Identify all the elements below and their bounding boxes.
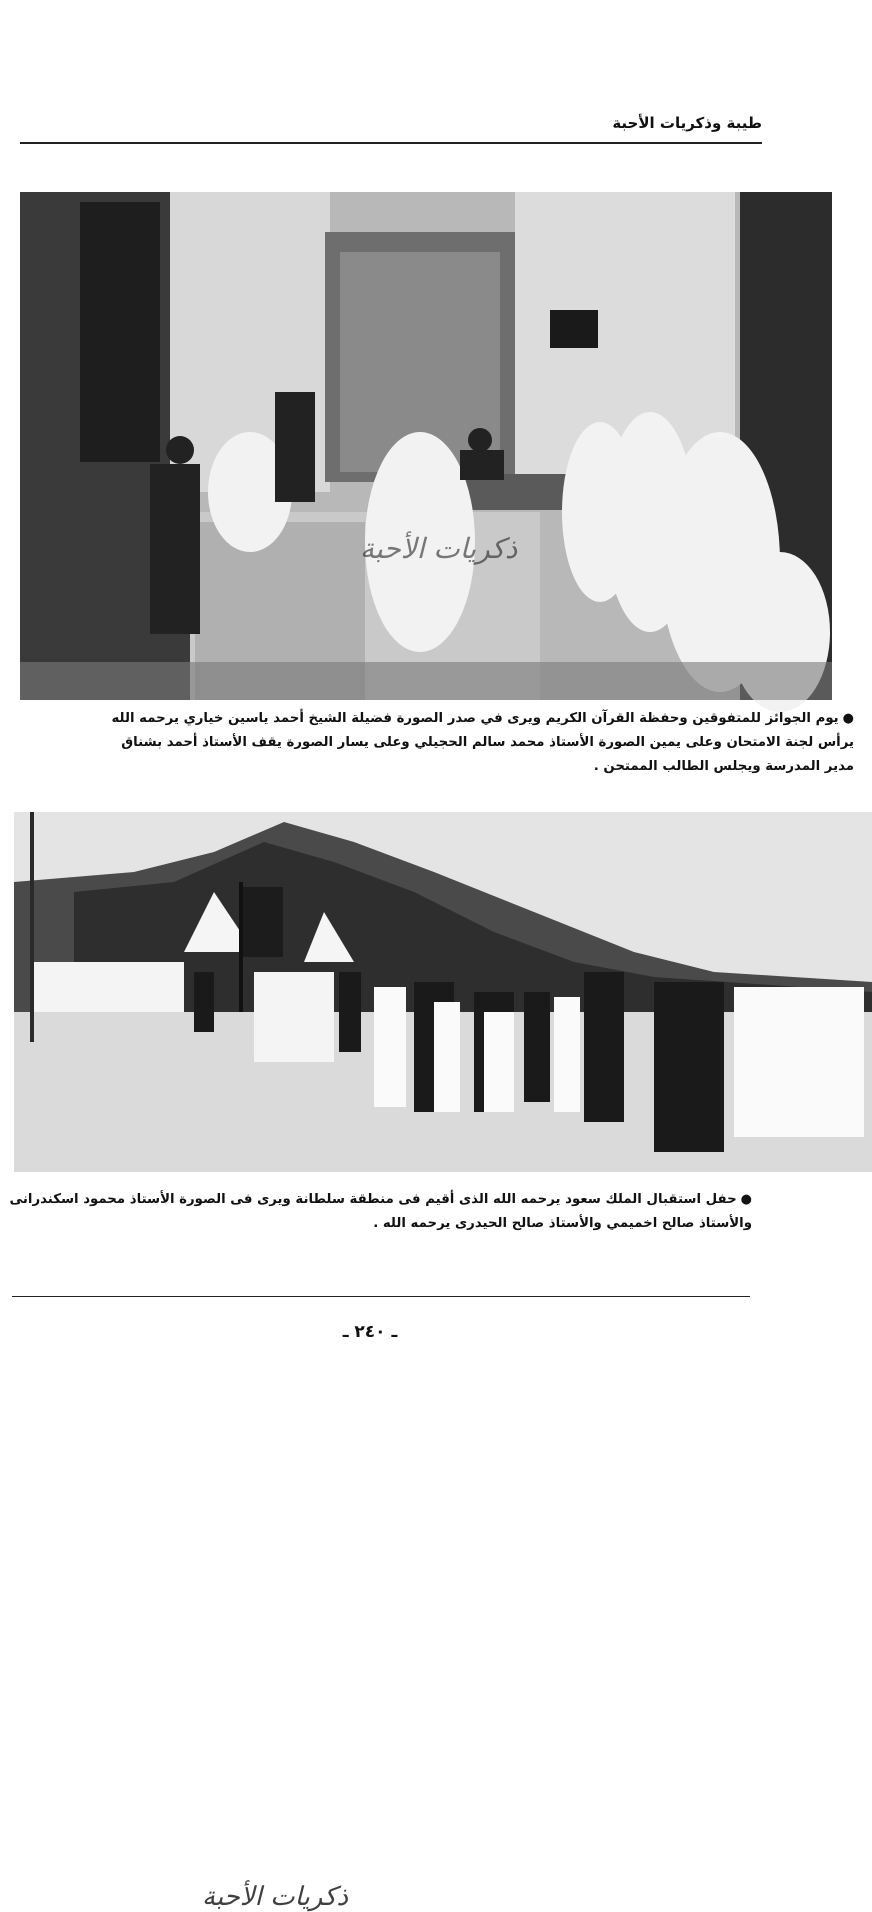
photo-exam-committee-image	[20, 192, 832, 700]
photo-watermark: ذكريات الأحبة	[360, 532, 518, 565]
book-title: طيبة وذكريات الأحبة	[612, 114, 762, 132]
caption-line: والأستاذ صالح اخميمي والأستاذ صالح الحيدرى يرحمه الله .	[373, 1216, 752, 1231]
caption-text: حفل استقبال الملك سعود يرحمه الله الذى أقيم فى منطقة سلطانة ويرى فى الصورة الأستاذ محمود اسكندرانى	[9, 1192, 737, 1207]
photo-watermark: ذكريات الأحبة	[202, 1882, 349, 1912]
bullet-icon: ●	[740, 1192, 752, 1207]
photo-reception-ceremony-image	[14, 812, 872, 1172]
photo-exam-committee	[20, 192, 832, 700]
photo-caption	[4, 707, 854, 779]
bullet-icon: ●	[842, 711, 854, 726]
caption-text: يوم الجوائز للمتفوقين وحفظة القرآن الكريم ويرى في صدر الصورة فضيلة الشيخ أحمد ياسين خياري يرحمه الله	[111, 711, 839, 726]
page-number: ـ ٢٤٠ ـ	[342, 1322, 398, 1342]
caption-line	[9, 1188, 752, 1212]
footer-divider	[12, 1296, 750, 1297]
caption-line	[4, 707, 854, 731]
photo-caption	[9, 1188, 752, 1236]
caption-line: مدير المدرسة ويجلس الطالب الممتحن .	[593, 759, 854, 774]
running-header	[20, 112, 762, 144]
caption-line: يرأس لجنة الامتحان وعلى يمين الصورة الأستاذ محمد سالم الحجيلي وعلى يسار الصورة يقف الأستاذ أحمد بشناق	[121, 735, 854, 750]
